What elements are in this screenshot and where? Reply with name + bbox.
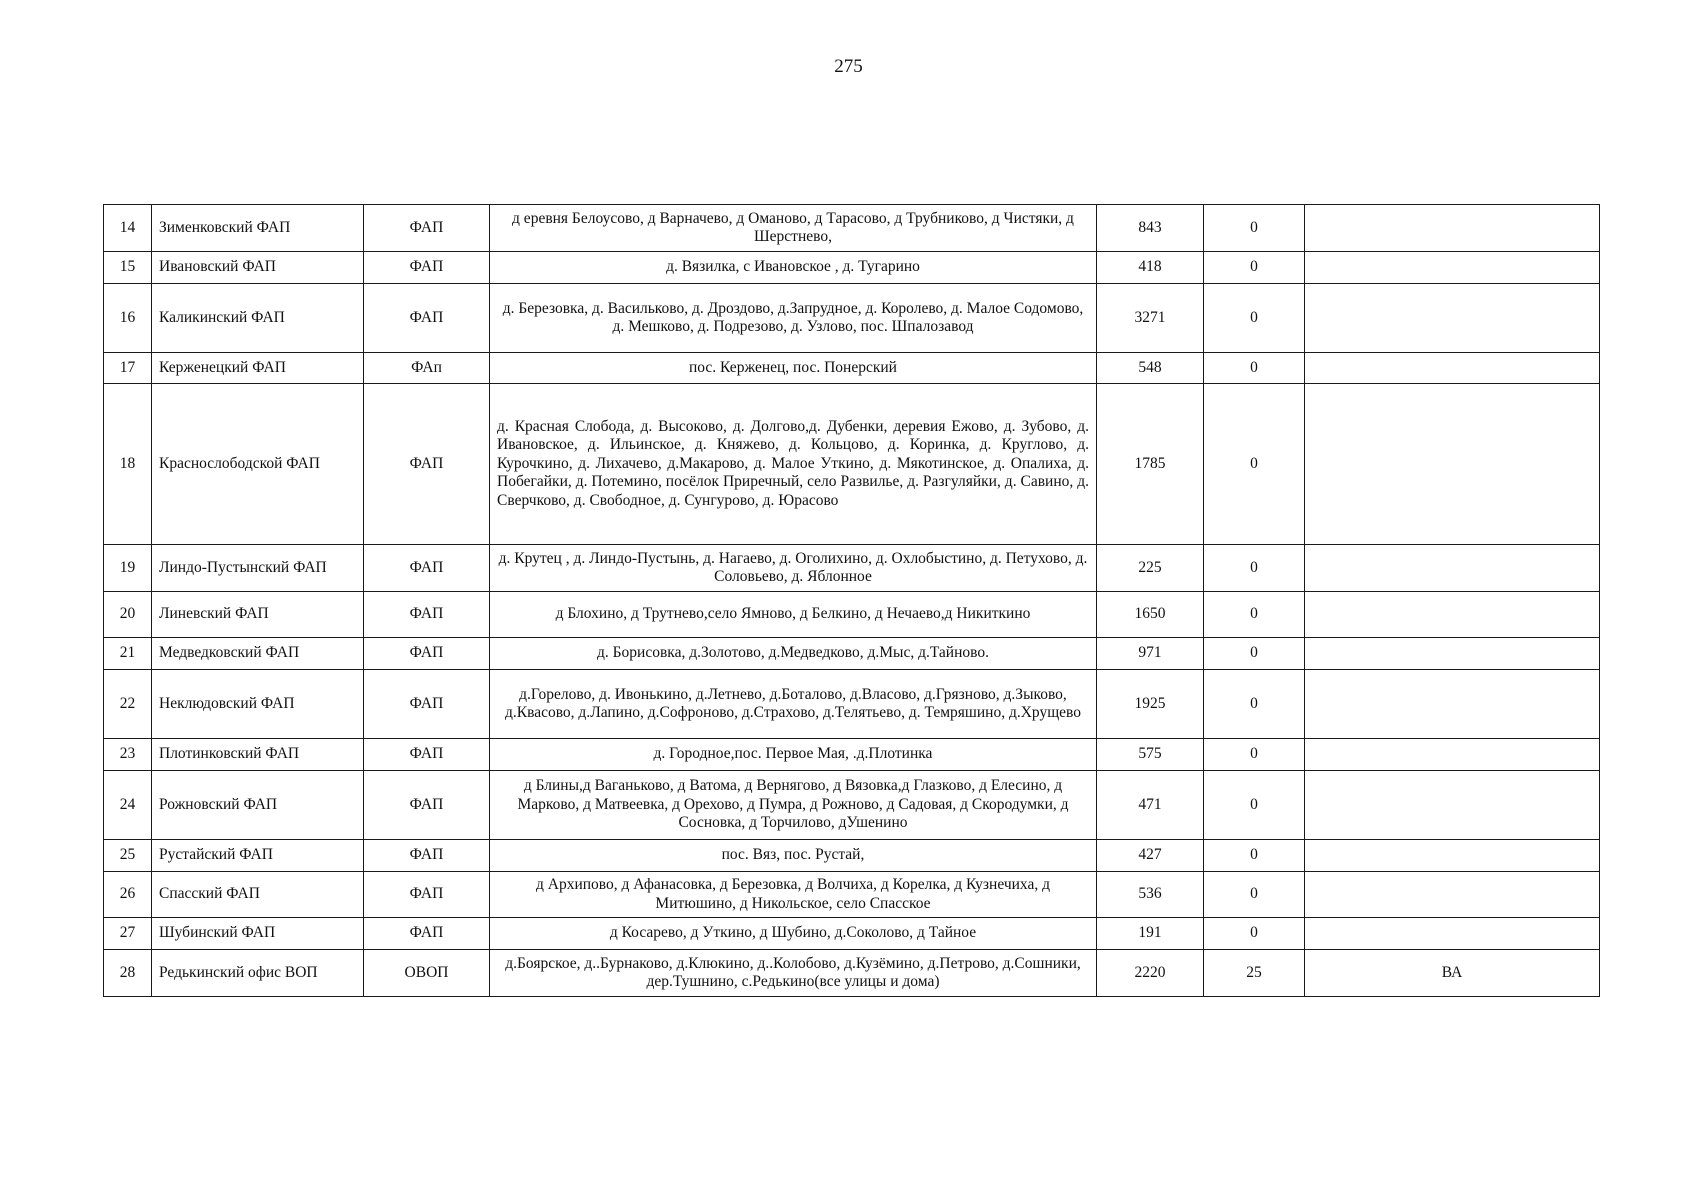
settlements-list: д Блохино, д Трутнево,село Ямново, д Белкино, д Нечаево,д Никиткино	[490, 592, 1097, 638]
facility-name: Краснослободской ФАП	[152, 384, 364, 545]
table-row	[104, 545, 1600, 592]
count-value: 0	[1204, 638, 1305, 670]
facility-type: ФАП	[364, 592, 490, 638]
facility-name: Плотинковский ФАП	[152, 739, 364, 771]
population-value: 1925	[1097, 670, 1204, 739]
row-number: 27	[104, 918, 152, 950]
facility-name: Медведковский ФАП	[152, 638, 364, 670]
table-row	[104, 872, 1600, 918]
facility-type: ФАП	[364, 771, 490, 840]
count-value: 0	[1204, 670, 1305, 739]
population-value: 2220	[1097, 950, 1204, 997]
settlements-list: д. Вязилка, с Ивановское , д. Тугарино	[490, 252, 1097, 284]
settlements-list: д. Березовка, д. Васильково, д. Дроздово, д.Запрудное, д. Королево, д. Малое Содомово, д. Мешково, д. Подрезово, д. Узлово, пос. Шпалозавод	[490, 284, 1097, 353]
facility-name: Шубинский ФАП	[152, 918, 364, 950]
extra-value: ВА	[1305, 950, 1600, 997]
facility-type: ОВОП	[364, 950, 490, 997]
extra-value	[1305, 840, 1600, 872]
population-value: 418	[1097, 252, 1204, 284]
settlements-list: д. Городное,пос. Первое Мая, .д.Плотинка	[490, 739, 1097, 771]
facility-name: Редькинский офис ВОП	[152, 950, 364, 997]
population-value: 471	[1097, 771, 1204, 840]
count-value: 0	[1204, 205, 1305, 252]
facility-name: Линевский ФАП	[152, 592, 364, 638]
table-row	[104, 918, 1600, 950]
extra-value	[1305, 205, 1600, 252]
settlements-list: д Архипово, д Афанасовка, д Березовка, д Волчиха, д Корелка, д Кузнечиха, д Митюшино, д Никольское, село Спасское	[490, 872, 1097, 918]
table-row	[104, 670, 1600, 739]
settlements-list: д.Боярское, д..Бурнаково, д.Клюкино, д..Колобово, д.Кузёмино, д.Петрово, д.Сошники, дер.Тушнино, с.Редькино(все улицы и дома)	[490, 950, 1097, 997]
row-number: 22	[104, 670, 152, 739]
population-value: 225	[1097, 545, 1204, 592]
count-value: 0	[1204, 840, 1305, 872]
count-value: 0	[1204, 384, 1305, 545]
extra-value	[1305, 353, 1600, 384]
row-number: 20	[104, 592, 152, 638]
facility-name: Керженецкий ФАП	[152, 353, 364, 384]
table-row	[104, 353, 1600, 384]
table-row	[104, 771, 1600, 840]
count-value: 0	[1204, 592, 1305, 638]
row-number: 26	[104, 872, 152, 918]
count-value: 0	[1204, 918, 1305, 950]
facility-type: ФАП	[364, 872, 490, 918]
row-number: 19	[104, 545, 152, 592]
population-value: 575	[1097, 739, 1204, 771]
facility-type: ФАП	[364, 638, 490, 670]
facility-type: ФАП	[364, 918, 490, 950]
settlements-list: д Блины,д Ваганьково, д Ватома, д Вернягово, д Вязовка,д Глазково, д Елесино, д Марково, д Матвеевка, д Орехово, д Пумра, д Рожново, д Садовая, д Скородумки, д Сосновка, д Торчилово, дУшенино	[490, 771, 1097, 840]
population-value: 548	[1097, 353, 1204, 384]
count-value: 0	[1204, 739, 1305, 771]
facility-type: ФАП	[364, 284, 490, 353]
table-row	[104, 592, 1600, 638]
extra-value	[1305, 384, 1600, 545]
settlements-list: д еревня Белоусово, д Варначево, д Оманово, д Тарасово, д Трубниково, д Чистяки, д Шерстнево,	[490, 205, 1097, 252]
count-value: 0	[1204, 771, 1305, 840]
facility-name: Неклюдовский ФАП	[152, 670, 364, 739]
facility-name: Спасский ФАП	[152, 872, 364, 918]
count-value: 0	[1204, 545, 1305, 592]
extra-value	[1305, 918, 1600, 950]
population-value: 1785	[1097, 384, 1204, 545]
settlements-list: д.Горелово, д. Ивонькино, д.Летнево, д.Боталово, д.Власово, д.Грязново, д.Зыково, д.Квасово, д.Лапино, д.Софроново, д.Страхово, д.Телятьево, д. Темряшино, д.Хрущево	[490, 670, 1097, 739]
population-value: 191	[1097, 918, 1204, 950]
population-value: 971	[1097, 638, 1204, 670]
settlements-list: пос. Вяз, пос. Рустай,	[490, 840, 1097, 872]
population-value: 427	[1097, 840, 1204, 872]
row-number: 18	[104, 384, 152, 545]
table-row	[104, 638, 1600, 670]
row-number: 28	[104, 950, 152, 997]
facility-type: ФАП	[364, 545, 490, 592]
settlements-list: д. Красная Слобода, д. Высоково, д. Долгово,д. Дубенки, деревия Ежово, д. Зубово, д. Ивановское, д. Ильинское, д. Княжево, д. Кольцово, д. Коринка, д. Круглово, д. Курочкино, д. Лихачево, д.Макарово, д. Малое Уткино, д. Мякотинское, д. Опалиха, д. Побегайки, д. Потемино, посёлок Приречный, село Развилье, д. Разгуляйки, д. Савино, д. Сверчково, д. Свободное, д. Сунгурово, д. Юрасово	[490, 384, 1097, 545]
table-row	[104, 384, 1600, 545]
extra-value	[1305, 872, 1600, 918]
facility-name: Линдо-Пустынский ФАП	[152, 545, 364, 592]
extra-value	[1305, 545, 1600, 592]
table-row	[104, 252, 1600, 284]
facility-name: Каликинский ФАП	[152, 284, 364, 353]
count-value: 25	[1204, 950, 1305, 997]
row-number: 15	[104, 252, 152, 284]
facility-name: Ивановский ФАП	[152, 252, 364, 284]
facility-type: ФАп	[364, 353, 490, 384]
population-value: 536	[1097, 872, 1204, 918]
extra-value	[1305, 739, 1600, 771]
table-row	[104, 205, 1600, 252]
table-row	[104, 739, 1600, 771]
row-number: 24	[104, 771, 152, 840]
facility-type: ФАП	[364, 205, 490, 252]
settlements-list: пос. Керженец, пос. Понерский	[490, 353, 1097, 384]
count-value: 0	[1204, 284, 1305, 353]
extra-value	[1305, 638, 1600, 670]
page-number: 275	[834, 56, 863, 77]
facility-type: ФАП	[364, 384, 490, 545]
settlements-list: д. Крутец , д. Линдо-Пустынь, д. Нагаево, д. Оголихино, д. Охлобыстино, д. Петухово, д. Соловьево, д. Яблонное	[490, 545, 1097, 592]
row-number: 21	[104, 638, 152, 670]
medical-facilities-table	[103, 204, 1600, 997]
row-number: 25	[104, 840, 152, 872]
extra-value	[1305, 284, 1600, 353]
settlements-list: д Косарево, д Уткино, д Шубино, д.Соколово, д Тайное	[490, 918, 1097, 950]
row-number: 23	[104, 739, 152, 771]
row-number: 16	[104, 284, 152, 353]
facility-name: Рустайский ФАП	[152, 840, 364, 872]
extra-value	[1305, 670, 1600, 739]
table-row	[104, 840, 1600, 872]
extra-value	[1305, 771, 1600, 840]
population-value: 1650	[1097, 592, 1204, 638]
facility-type: ФАП	[364, 739, 490, 771]
table-row	[104, 950, 1600, 997]
count-value: 0	[1204, 353, 1305, 384]
facility-type: ФАП	[364, 840, 490, 872]
extra-value	[1305, 592, 1600, 638]
population-value: 843	[1097, 205, 1204, 252]
table-row	[104, 284, 1600, 353]
facility-type: ФАП	[364, 670, 490, 739]
population-value: 3271	[1097, 284, 1204, 353]
settlements-list: д. Борисовка, д.Золотово, д.Медведково, д.Мыс, д.Тайново.	[490, 638, 1097, 670]
facility-name: Рожновский ФАП	[152, 771, 364, 840]
facility-name: Зименковский ФАП	[152, 205, 364, 252]
count-value: 0	[1204, 252, 1305, 284]
row-number: 14	[104, 205, 152, 252]
facility-type: ФАП	[364, 252, 490, 284]
extra-value	[1305, 252, 1600, 284]
count-value: 0	[1204, 872, 1305, 918]
row-number: 17	[104, 353, 152, 384]
